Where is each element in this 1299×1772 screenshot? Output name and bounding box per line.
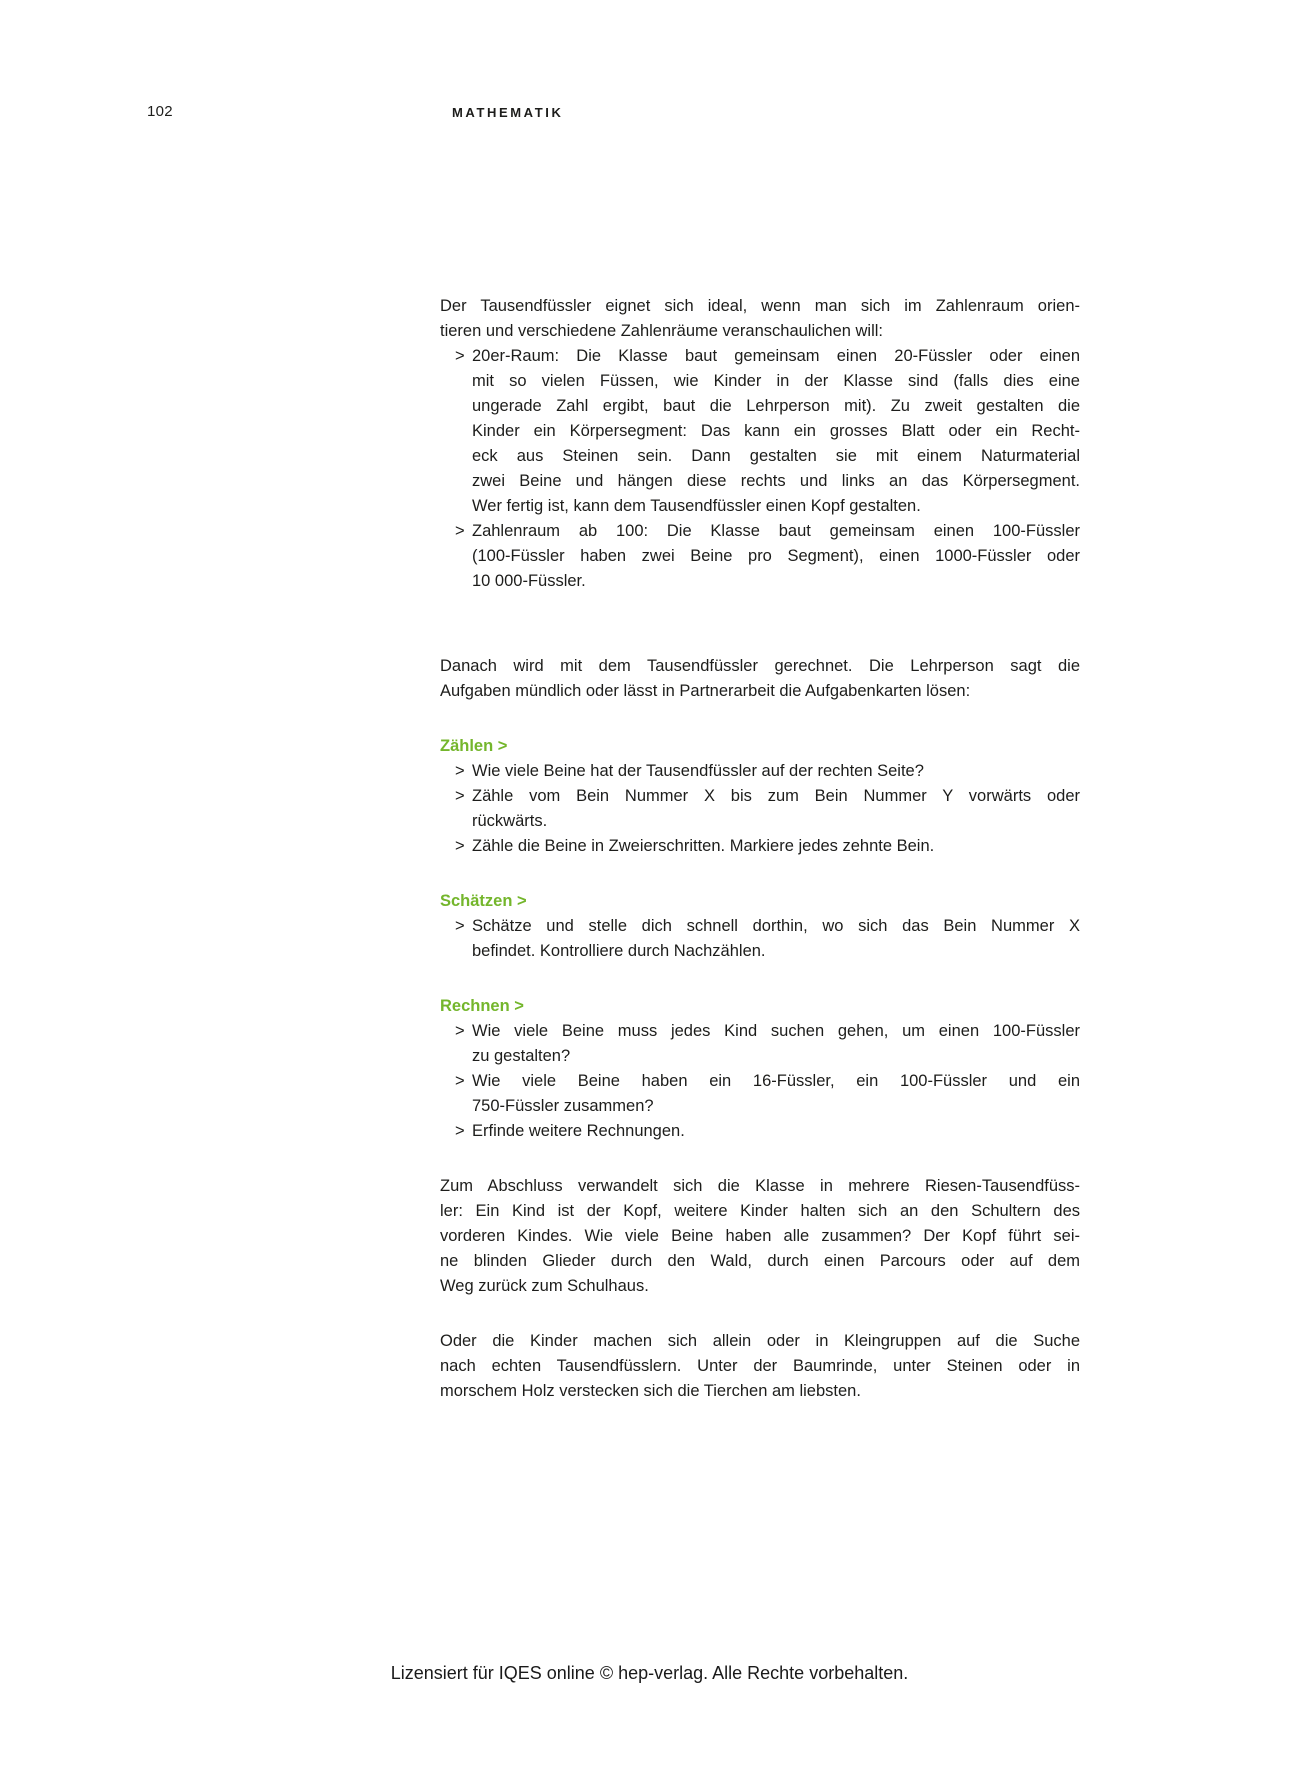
danach-paragraph bbox=[440, 654, 1080, 704]
rechnen-list bbox=[440, 1019, 1080, 1144]
bullet-marker: > bbox=[455, 917, 465, 935]
text-line: zwei Beine und hängen diese rechts und links an das Körpersegment. bbox=[472, 472, 1080, 490]
text-line: mit so vielen Füssen, wie Kinder in der Klasse sind (falls dies eine bbox=[472, 372, 1080, 390]
text-line: Oder die Kinder machen sich allein oder in Kleingruppen auf die Suche bbox=[440, 1332, 1080, 1350]
bullet-marker: > bbox=[455, 1072, 465, 1090]
bullet-marker: > bbox=[455, 762, 465, 780]
text-line: Wer fertig ist, kann dem Tausendfüssler einen Kopf gestalten. bbox=[472, 497, 921, 515]
text-line: zu gestalten? bbox=[472, 1047, 571, 1065]
text-line: eck aus Steinen sein. Dann gestalten sie mit einem Naturmaterial bbox=[472, 447, 1080, 465]
text-line: Wie viele Beine hat der Tausendfüssler auf der rechten Seite? bbox=[472, 762, 924, 780]
list-item bbox=[440, 344, 1080, 519]
main-text-column bbox=[440, 294, 1080, 1404]
page-number: 102 bbox=[147, 103, 173, 120]
heading-rechnen: Rechnen > bbox=[440, 997, 524, 1015]
bullet-marker: > bbox=[455, 522, 465, 540]
abschluss-paragraph bbox=[440, 1174, 1080, 1299]
license-footer: Lizensiert für IQES online © hep-verlag. Alle Rechte vorbehalten. bbox=[390, 1663, 909, 1683]
text-line: 750-Füssler zusammen? bbox=[472, 1097, 654, 1115]
text-line: 20er-Raum: Die Klasse baut gemeinsam einen 20-Füssler oder einen bbox=[472, 347, 1080, 365]
list-item bbox=[440, 1019, 1080, 1069]
heading-zaehlen: Zählen > bbox=[440, 737, 508, 755]
text-line: Kinder ein Körpersegment: Das kann ein grosses Blatt oder ein Recht- bbox=[472, 422, 1080, 440]
text-line: vorderen Kindes. Wie viele Beine haben alle zusammen? Der Kopf führt sei- bbox=[440, 1227, 1080, 1245]
text-line: nach echten Tausendfüsslern. Unter der Baumrinde, unter Steinen oder in bbox=[440, 1357, 1080, 1375]
bullet-marker: > bbox=[455, 787, 465, 805]
list-item bbox=[440, 834, 1080, 859]
text-line: Danach wird mit dem Tausendfüssler gerechnet. Die Lehrperson sagt die bbox=[440, 657, 1080, 675]
list-item-text bbox=[472, 1119, 1080, 1144]
text-line: Weg zurück zum Schulhaus. bbox=[440, 1277, 649, 1295]
text-line: Der Tausendfüssler eignet sich ideal, wenn man sich im Zahlenraum orien- bbox=[440, 297, 1080, 315]
list-item bbox=[440, 519, 1080, 594]
text-line: morschem Holz verstecken sich die Tierchen am liebsten. bbox=[440, 1382, 861, 1400]
bullet-marker: > bbox=[455, 837, 465, 855]
zahlenraum-list bbox=[440, 344, 1080, 594]
heading-schaetzen: Schätzen > bbox=[440, 892, 527, 910]
bullet-marker: > bbox=[455, 1022, 465, 1040]
list-item bbox=[440, 1069, 1080, 1119]
bullet-marker: > bbox=[455, 1122, 465, 1140]
text-line: Schätze und stelle dich schnell dorthin, wo sich das Bein Nummer X bbox=[472, 917, 1080, 935]
schaetzen-list bbox=[440, 914, 1080, 964]
suche-paragraph bbox=[440, 1329, 1080, 1404]
list-item bbox=[440, 759, 1080, 784]
list-item-text bbox=[472, 759, 1080, 784]
text-line: 10 000-Füssler. bbox=[472, 572, 586, 590]
intro-paragraph bbox=[440, 294, 1080, 344]
text-line: ungerade Zahl ergibt, baut die Lehrperson mit). Zu zweit gestalten die bbox=[472, 397, 1080, 415]
text-line: ne blinden Glieder durch den Wald, durch einen Parcours oder auf dem bbox=[440, 1252, 1080, 1270]
list-item-text bbox=[472, 914, 1080, 964]
zaehlen-list bbox=[440, 759, 1080, 859]
list-item bbox=[440, 1119, 1080, 1144]
text-line: Erfinde weitere Rechnungen. bbox=[472, 1122, 685, 1140]
bullet-marker: > bbox=[455, 347, 465, 365]
running-header-section: MATHEMATIK bbox=[452, 105, 564, 120]
list-item-text bbox=[472, 1019, 1080, 1069]
list-item bbox=[440, 784, 1080, 834]
list-item-text bbox=[472, 784, 1080, 834]
text-line: ler: Ein Kind ist der Kopf, weitere Kinder halten sich an den Schultern des bbox=[440, 1202, 1080, 1220]
text-line: befindet. Kontrolliere durch Nachzählen. bbox=[472, 942, 766, 960]
text-line: Zähle die Beine in Zweierschritten. Markiere jedes zehnte Bein. bbox=[472, 837, 935, 855]
list-item-text bbox=[472, 344, 1080, 519]
list-item-text bbox=[472, 519, 1080, 594]
text-line: tieren und verschiedene Zahlenräume veranschaulichen will: bbox=[440, 322, 884, 340]
list-item-text bbox=[472, 1069, 1080, 1119]
list-item-text bbox=[472, 834, 1080, 859]
text-line: Wie viele Beine muss jedes Kind suchen gehen, um einen 100-Füssler bbox=[472, 1022, 1080, 1040]
text-line: Zum Abschluss verwandelt sich die Klasse in mehrere Riesen-Tausendfüss- bbox=[440, 1177, 1080, 1195]
text-line: Wie viele Beine haben ein 16-Füssler, ein 100-Füssler und ein bbox=[472, 1072, 1080, 1090]
text-line: (100-Füssler haben zwei Beine pro Segment), einen 1000-Füssler oder bbox=[472, 547, 1080, 565]
text-line: Zahlenraum ab 100: Die Klasse baut gemeinsam einen 100-Füssler bbox=[472, 522, 1080, 540]
text-line: Zähle vom Bein Nummer X bis zum Bein Nummer Y vorwärts oder bbox=[472, 787, 1080, 805]
list-item bbox=[440, 914, 1080, 964]
text-line: Aufgaben mündlich oder lässt in Partnerarbeit die Aufgabenkarten lösen: bbox=[440, 682, 971, 700]
text-line: rückwärts. bbox=[472, 812, 548, 830]
